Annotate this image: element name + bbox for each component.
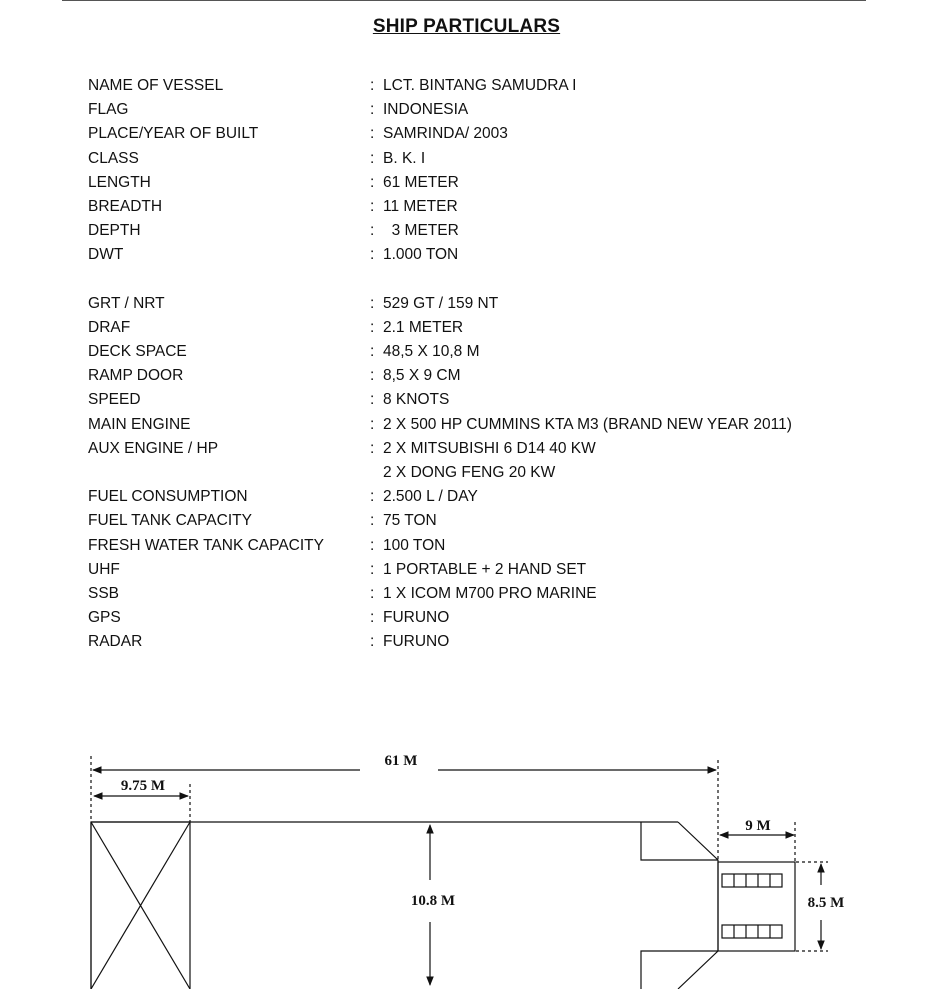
label-overall-length: 61 M bbox=[384, 753, 418, 769]
spec-row-ramp-door bbox=[88, 364, 848, 388]
spec-row-fuel-consumption bbox=[88, 485, 848, 509]
spec-label: LENGTH bbox=[88, 173, 151, 191]
spec-colon: : bbox=[370, 536, 375, 554]
spec-value: INDONESIA bbox=[383, 101, 469, 119]
spec-row-main-engine bbox=[88, 413, 848, 437]
spec-colon: : bbox=[370, 149, 375, 167]
spec-label: CLASS bbox=[88, 149, 139, 167]
spec-value: SAMRINDA/ 2003 bbox=[383, 125, 508, 143]
spec-label: AUX ENGINE / HP bbox=[88, 439, 219, 457]
spec-value: 75 TON bbox=[383, 512, 437, 530]
spec-value: 8,5 X 9 CM bbox=[383, 367, 461, 385]
spec-colon: : bbox=[370, 512, 375, 530]
particulars-list bbox=[88, 74, 848, 655]
hull-bow-taper bbox=[678, 822, 718, 989]
spec-label: MAIN ENGINE bbox=[88, 415, 191, 433]
spec-value: 529 GT / 159 NT bbox=[383, 294, 499, 312]
spec-colon: : bbox=[370, 367, 375, 385]
spec-label: SSB bbox=[88, 584, 120, 602]
spec-colon: : bbox=[370, 222, 375, 240]
spec-row-dwt bbox=[88, 243, 848, 267]
spec-label: GPS bbox=[88, 609, 121, 627]
spec-row-breadth bbox=[88, 195, 848, 219]
spec-colon: : bbox=[370, 77, 375, 94]
spec-value: 3 METER bbox=[383, 222, 459, 240]
spec-value: 2 X 500 HP CUMMINS KTA M3 (BRAND NEW YEAR 2011) bbox=[383, 415, 792, 433]
spec-row-fuel-tank bbox=[88, 509, 848, 533]
label-ramp-length: 9 M bbox=[745, 818, 771, 834]
spec-label: DEPTH bbox=[88, 222, 141, 240]
spec-label: RAMP DOOR bbox=[88, 367, 184, 385]
spec-row-uhf bbox=[88, 558, 848, 582]
spec-colon: : bbox=[370, 488, 375, 506]
spec-value: 1 PORTABLE + 2 HAND SET bbox=[383, 560, 587, 578]
spec-colon: : bbox=[370, 125, 375, 143]
spec-row-class bbox=[88, 147, 848, 171]
spec-label: DECK SPACE bbox=[88, 343, 187, 361]
spec-value: 1 X ICOM M700 PRO MARINE bbox=[383, 584, 597, 602]
spec-row-aux-engine-cont bbox=[88, 461, 848, 485]
spec-label: RADAR bbox=[88, 633, 143, 651]
spec-row-aux-engine bbox=[88, 437, 848, 461]
ramp-rail-bottom bbox=[722, 925, 782, 938]
top-rule bbox=[62, 0, 866, 1]
spec-value: LCT. BINTANG SAMUDRA I bbox=[383, 77, 577, 94]
spec-value: 61 METER bbox=[383, 173, 459, 191]
spec-colon: : bbox=[370, 197, 375, 215]
spec-colon: : bbox=[370, 633, 375, 651]
spec-label: FLAG bbox=[88, 101, 129, 119]
ramp-rail-top bbox=[722, 874, 782, 887]
spec-label: FUEL CONSUMPTION bbox=[88, 488, 248, 506]
spec-colon: : bbox=[370, 318, 375, 336]
spec-colon: : bbox=[370, 584, 375, 602]
spec-label: SPEED bbox=[88, 391, 141, 409]
spec-row-draf bbox=[88, 316, 848, 340]
spec-label: GRT / NRT bbox=[88, 294, 165, 312]
spec-value: 2.500 L / DAY bbox=[383, 488, 478, 506]
spec-value: 2 X MITSUBISHI 6 D14 40 KW bbox=[383, 439, 596, 457]
spec-colon: : bbox=[370, 560, 375, 578]
spec-label: DRAF bbox=[88, 318, 131, 336]
spec-value: B. K. I bbox=[383, 149, 426, 167]
spec-row-depth bbox=[88, 219, 848, 243]
spec-label: FRESH WATER TANK CAPACITY bbox=[88, 536, 324, 554]
bow-recess-top bbox=[641, 822, 718, 860]
spec-colon: : bbox=[370, 343, 375, 361]
spec-label: DWT bbox=[88, 246, 124, 264]
ramp-rail-bars bbox=[734, 874, 770, 938]
bow-recess-bottom bbox=[641, 951, 718, 989]
spec-colon: : bbox=[370, 173, 375, 191]
spec-value: FURUNO bbox=[383, 633, 450, 651]
spec-label: NAME OF VESSEL bbox=[88, 77, 224, 94]
spec-row-name-of-vessel bbox=[88, 74, 848, 98]
spec-row-place-year bbox=[88, 122, 848, 146]
spec-row-grt-nrt bbox=[88, 292, 848, 316]
spec-row-flag bbox=[88, 98, 848, 122]
ship-plan-diagram bbox=[0, 740, 933, 989]
spec-value: 2 X DONG FENG 20 KW bbox=[383, 464, 556, 481]
spec-value: 11 METER bbox=[383, 197, 458, 215]
spec-label: UHF bbox=[88, 560, 120, 578]
spec-row-gps bbox=[88, 606, 848, 630]
spec-row-speed bbox=[88, 388, 848, 412]
page-title: SHIP PARTICULARS bbox=[372, 16, 561, 37]
spec-colon: : bbox=[370, 391, 375, 409]
label-ramp-width: 8.5 M bbox=[807, 895, 845, 911]
spec-value: FURUNO bbox=[383, 609, 450, 627]
spec-colon: : bbox=[370, 246, 375, 264]
spec-value: 2.1 METER bbox=[383, 318, 464, 336]
spec-value: 48,5 X 10,8 M bbox=[383, 343, 480, 361]
spec-label: BREADTH bbox=[88, 197, 163, 215]
spec-value: 100 TON bbox=[383, 536, 446, 554]
spec-colon: : bbox=[370, 101, 375, 119]
spec-colon: : bbox=[370, 439, 375, 457]
spec-colon: : bbox=[370, 294, 375, 312]
spec-label: PLACE/YEAR OF BUILT bbox=[88, 125, 259, 143]
spec-row-fresh-water bbox=[88, 534, 848, 558]
spec-colon: : bbox=[370, 609, 375, 627]
spec-row-radar bbox=[88, 630, 848, 654]
spec-label: FUEL TANK CAPACITY bbox=[88, 512, 252, 530]
spec-value: 8 KNOTS bbox=[383, 391, 450, 409]
spec-value: 1.000 TON bbox=[383, 246, 459, 264]
spec-row-deck-space bbox=[88, 340, 848, 364]
spec-row-ssb bbox=[88, 582, 848, 606]
spec-row-length bbox=[88, 171, 848, 195]
spec-colon: : bbox=[370, 415, 375, 433]
label-breadth: 10.8 M bbox=[410, 893, 456, 909]
label-stern-section: 9.75 M bbox=[120, 778, 166, 794]
